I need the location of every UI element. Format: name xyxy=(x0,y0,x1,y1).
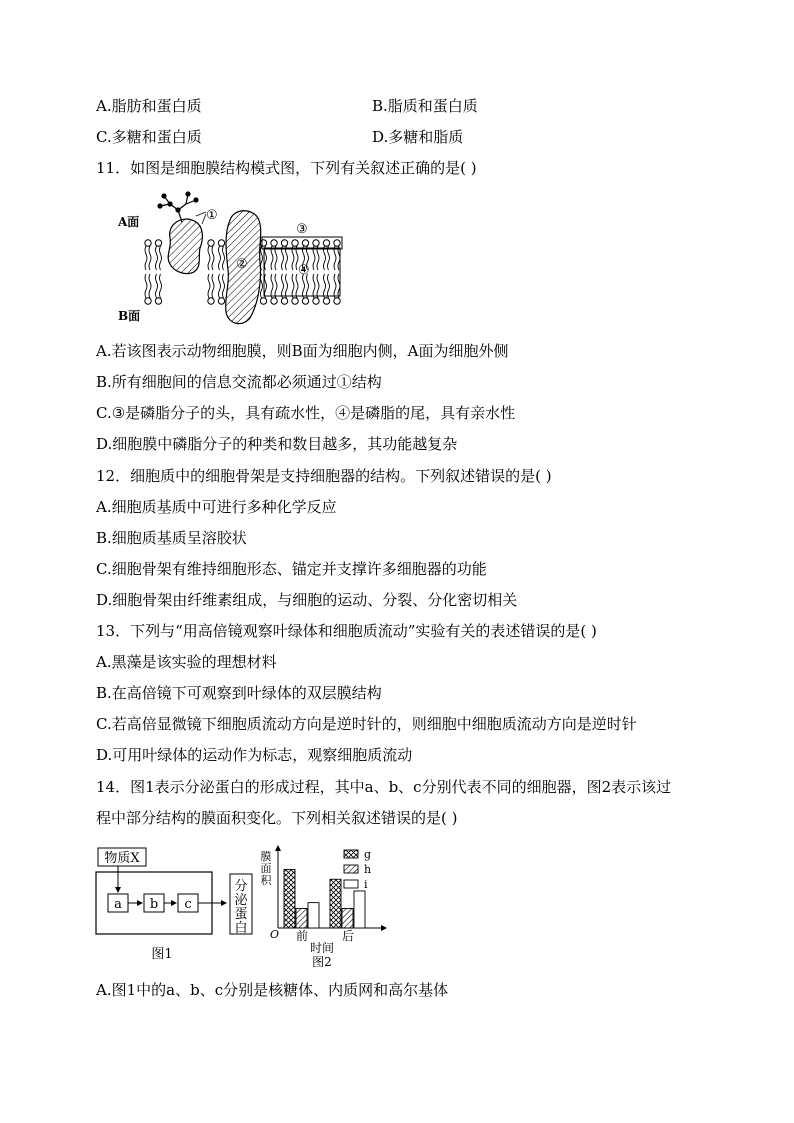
x-tick-label: 后 xyxy=(341,929,355,943)
q13-option-d: D.可用叶绿体的运动作为标志，观察细胞质流动 xyxy=(96,746,413,764)
mark-3: ③ xyxy=(296,222,308,237)
axis-origin: O xyxy=(270,928,280,941)
q11-option-b: B.所有细胞间的信息交流都必须通过①结构 xyxy=(96,373,382,391)
secretion-flow-diagram xyxy=(94,842,258,970)
q11-stem: 11．如图是细胞膜结构模式图，下列有关叙述正确的是( ) xyxy=(96,159,477,177)
bar-i-0 xyxy=(308,903,319,928)
q12-option-a: A.细胞质基质中可进行多种化学反应 xyxy=(96,498,337,516)
organelle-b-label: b xyxy=(149,897,159,912)
organelle-a-label: a xyxy=(114,897,122,912)
q12-option-d: D.细胞骨架由纤维素组成，与细胞的运动、分裂、分化密切相关 xyxy=(96,591,518,609)
secreted-protein-label: 分泌蛋白 xyxy=(234,879,248,936)
q10-option-c: C.多糖和蛋白质 xyxy=(96,128,202,146)
legend-label-g: g xyxy=(364,848,372,861)
q10-option-b: B.脂质和蛋白质 xyxy=(372,97,478,115)
legend-label-i: i xyxy=(364,878,368,891)
legend-swatch-h xyxy=(344,865,358,873)
legend-label-h: h xyxy=(364,863,372,876)
q11-option-d: D.细胞膜中磷脂分子的种类和数目越多，其功能越复杂 xyxy=(96,435,458,453)
organelle-c-label: c xyxy=(184,897,192,912)
q12-option-b: B.细胞质基质呈溶胶状 xyxy=(96,529,247,547)
mark-1: ① xyxy=(206,208,218,223)
cell-membrane-diagram xyxy=(112,186,362,328)
q12-option-c: C.细胞骨架有维持细胞形态、锚定并支撑许多细胞器的功能 xyxy=(96,560,487,578)
bar-g-1 xyxy=(330,879,341,928)
bar-h-0 xyxy=(296,909,307,929)
mark-2: ② xyxy=(236,257,248,272)
bar-g-0 xyxy=(284,870,295,929)
fig2-caption: 图2 xyxy=(312,955,332,969)
legend-swatch-i xyxy=(344,880,358,888)
mark-4: ④ xyxy=(298,263,310,278)
x-tick-label: 前 xyxy=(295,929,309,943)
glycoprotein-blob xyxy=(168,219,202,274)
q13-option-c: C.若高倍显微镜下细胞质流动方向是逆时针的，则细胞中细胞质流动方向是逆时针 xyxy=(96,715,637,733)
fig1-caption: 图1 xyxy=(151,947,173,962)
q14-stem-line1: 14．图1表示分泌蛋白的形成过程，其中a、b、c分别代表不同的细胞器，图2表示该过 xyxy=(96,778,672,796)
legend-swatch-g xyxy=(344,850,358,858)
q12-stem: 12．细胞质中的细胞骨架是支持细胞器的结构。下列叙述错误的是( ) xyxy=(96,467,552,485)
q14-option-a: A.图1中的a、b、c分别是核糖体、内质网和高尔基体 xyxy=(96,981,449,999)
q13-stem: 13．下列与“用高倍镜观察叶绿体和细胞质流动”实验有关的表述错误的是( ) xyxy=(96,622,597,640)
membrane-area-chart xyxy=(256,840,392,970)
q13-option-a: A.黑藻是该实验的理想材料 xyxy=(96,653,277,671)
label-b-side: B面 xyxy=(118,309,141,323)
bar-i-1 xyxy=(354,891,365,928)
sugar-chain xyxy=(158,192,198,222)
q11-option-a: A.若该图表示动物细胞膜，则B面为细胞内侧，A面为细胞外侧 xyxy=(96,342,509,360)
q14-stem-line2: 程中部分结构的膜面积变化。下列相关叙述错误的是( ) xyxy=(96,809,458,827)
bar-h-1 xyxy=(342,909,353,929)
q11-option-c: C.③是磷脂分子的头，具有疏水性，④是磷脂的尾，具有亲水性 xyxy=(96,404,516,422)
y-axis-label: 膜面积 xyxy=(260,850,272,887)
q10-option-d: D.多糖和脂质 xyxy=(372,128,464,146)
q13-option-b: B.在高倍镜下可观察到叶绿体的双层膜结构 xyxy=(96,684,382,702)
substance-x-label: 物质X xyxy=(104,851,140,866)
x-axis-label: 时间 xyxy=(309,941,335,955)
q10-option-a: A.脂肪和蛋白质 xyxy=(96,97,202,115)
label-a-side: A面 xyxy=(118,215,140,229)
